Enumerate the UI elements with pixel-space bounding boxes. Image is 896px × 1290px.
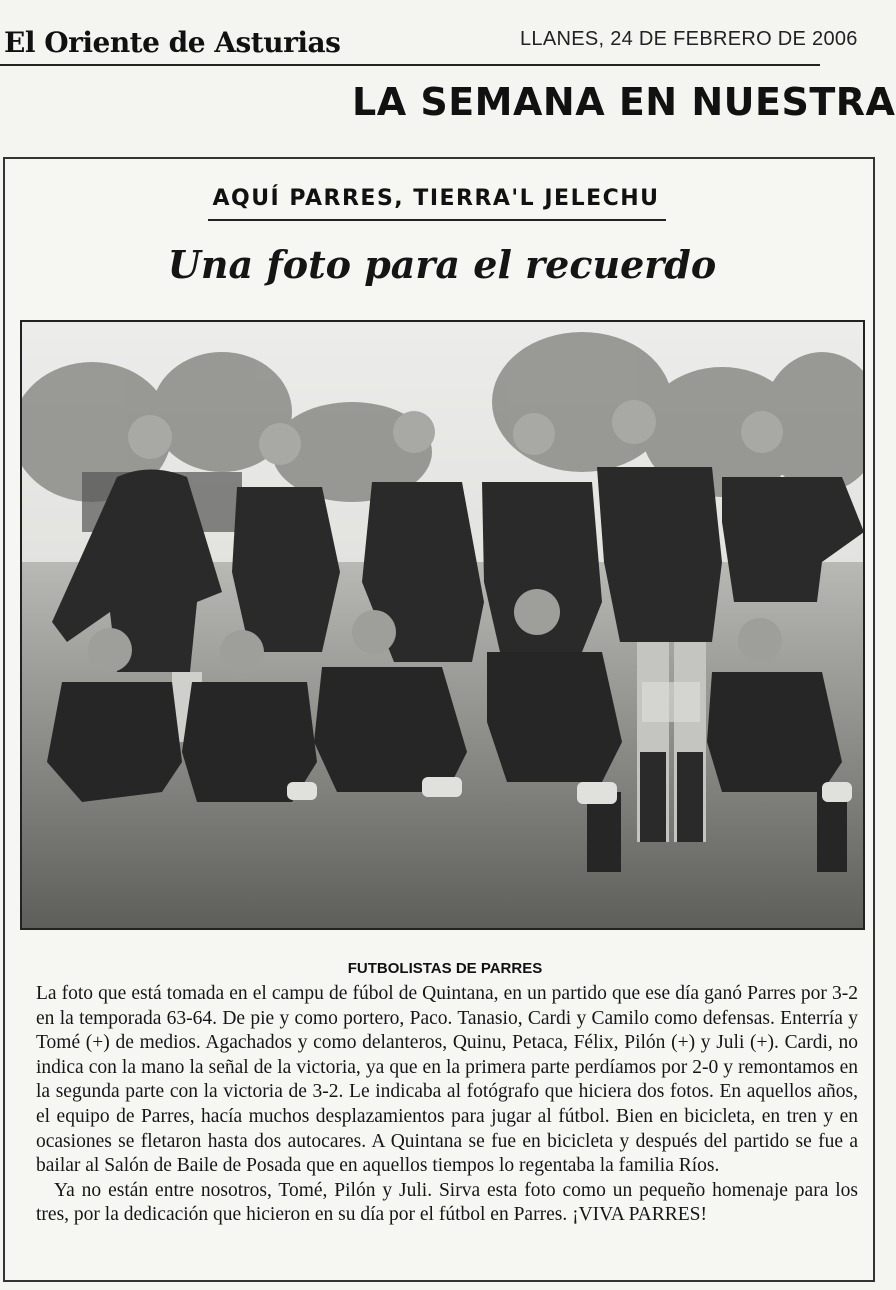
article-paragraph-2: Ya no están entre nosotros, Tomé, Pilón y Juli. Sirva esta foto como un pequeño homenaje para los tres, por la dedicación que hicieron en su día por el fútbol en Parres. ¡VIVA PARRES! <box>36 1179 858 1226</box>
section-title: LA SEMANA EN NUESTRA <box>352 80 896 124</box>
team-photo-illustration <box>22 322 863 928</box>
kicker-rule <box>208 219 666 221</box>
team-photo <box>20 320 865 930</box>
dateline: LLANES, 24 DE FEBRERO DE 2006 <box>520 28 858 50</box>
masthead <box>0 22 896 70</box>
caption-heading: FUTBOLISTAS DE PARRES <box>347 960 543 977</box>
article-body <box>36 982 858 1228</box>
article-kicker: AQUÍ PARRES, TIERRA'L JELECHU <box>212 186 660 211</box>
article-headline: Una foto para el recuerdo <box>167 242 717 287</box>
article-paragraph-1: La foto que está tomada en el campu de fúbol de Quintana, en un partido que ese día ganó Parres por 3-2 en la temporada 63-64. De pie y como portero, Paco. Tanasio, Cardi y Camilo como defensas. Enterría y Tomé (+) de medios. Agachados y como delanteros, Quinu, Petaca, Félix, Pilón (+) y Juli (+). Cardi, no indica con la mano la señal de la victoria, ya que en la primera parte perdíamos por 2-0 y remontamos en la segunda parte con la victoria de 3-2. Le indicaba al fotógrafo que hiciera dos fotos. En aquellos años, el equipo de Parres, hacía muchos desplazamientos para jugar al fútbol. Bien en bicicleta, en tren y en ocasiones se fletaron hasta dos autocares. A Quintana se fue en bicicleta y después del partido se fue a bailar al Salón de Baile de Posada que en aquellos tiempos lo regentaba la familia Ríos. <box>36 983 858 1177</box>
masthead-rule <box>0 64 820 66</box>
publication-name: El Oriente de Asturias <box>4 26 341 59</box>
